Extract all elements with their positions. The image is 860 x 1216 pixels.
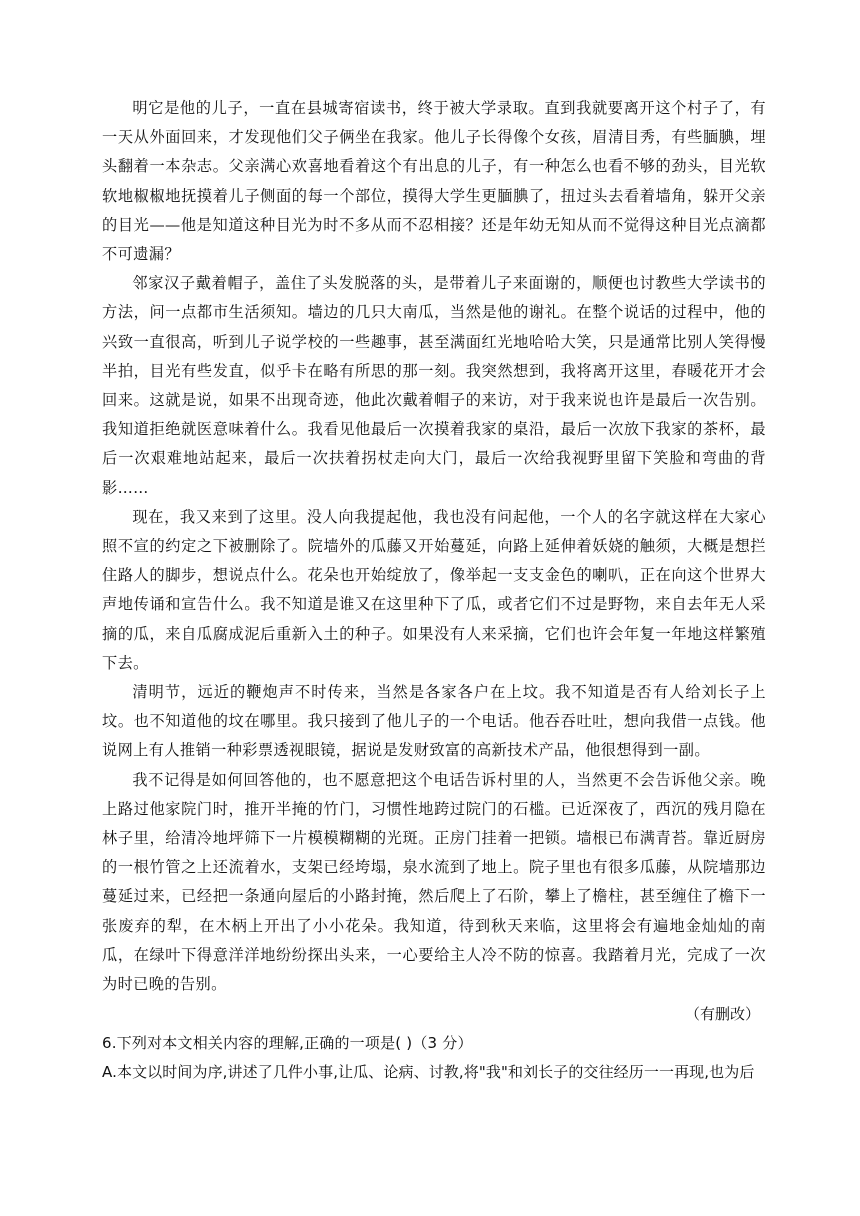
question-block [102,1029,766,1087]
question-stem: 6.下列对本文相关内容的理解,正确的一项是( )（3 分） [102,1034,473,1053]
article-paragraph: 现在，我又来到了这里。没人向我提起他，我也没有问起他，一个人的名字就这样在大家心照不宣的约定之下被删除了。院墙外的瓜藤又开始蔓延，向路上延伸着妖娆的触须，大概是想拦住路人的脚步，想说点什么。花朵也开始绽放了，像举起一支支金色的喇叭，正在向这个世界大声地传诵和宣告什么。我不知道是谁又在这里种下了瓜，或者它们不过是野物，来自去年无人采摘的瓜，来自瓜腐成泥后重新入土的种子。如果没有人来采摘，它们也许会年复一年地这样繁殖下去。 [102,507,766,672]
article-paragraph: 清明节，远近的鞭炮声不时传来，当然是各家各户在上坟。我不知道是否有人给刘长子上坟。也不知道他的坟在哪里。我只接到了他儿子的一个电话。他吞吞吐吐，想向我借一点钱。他说网上有人推销一种彩票透视眼镜，据说是发财致富的高新技术产品，他很想得到一副。 [102,683,766,760]
article-paragraph: 邻家汉子戴着帽子，盖住了头发脱落的头，是带着儿子来面谢的，顺便也讨教些大学读书的方法，问一点都市生活须知。墙边的几只大南瓜，当然是他的谢礼。在整个说话的过程中，他的兴致一直很高，听到儿子说学校的一些趣事，甚至满面红光地哈哈大笑，只是通常比别人笑得慢半拍，目光有些发直，似乎卡在略有所思的那一刻。我突然想到，我将离开这里，春暖花开才会回来。这就是说，如果不出现奇迹，他此次戴着帽子的来访，对于我来说也许是最后一次告别。我知道拒绝就医意味着什么。我看见他最后一次摸着我家的桌沿，最后一次放下我家的茶杯，最后一次艰难地站起来，最后一次扶着拐杖走向大门，最后一次给我视野里留下笑脸和弯曲的背影…… [102,274,766,497]
source-note: （有删改） [684,1005,760,1024]
article-body [102,94,766,1029]
article-paragraph: 我不记得是如何回答他的，也不愿意把这个电话告诉村里的人，当然更不会告诉他父亲。晚上路过他家院门时，推开半掩的竹门，习惯性地跨过院门的石槛。已近深夜了，西沉的残月隐在林子里，给清冷地坪筛下一片模模糊糊的光斑。正房门挂着一把锁。墙根已布满青苔。靠近厨房的一根竹管之上还流着水，支架已经垮塌，泉水流到了地上。院子里也有很多瓜藤，从院墙那边蔓延过来，已经把一条通向屋后的小路封掩，然后爬上了石阶，攀上了檐柱，甚至缠住了檐下一张废弃的犁，在木柄上开出了小小花朵。我知道，待到秋天来临，这里将会有遍地金灿灿的南瓜，在绿叶下得意洋洋地纷纷探出头来，一心要给主人冷不防的惊喜。我踏着月光，完成了一次为时已晚的告别。 [102,770,766,994]
question-option-a: A.本文以时间为序,讲述了几件小事,让瓜、论病、讨教,将"我"和刘长子的交往经历一一再现,也为后 [102,1063,755,1082]
article-paragraph: 明它是他的儿子，一直在县城寄宿读书，终于被大学录取。直到我就要离开这个村子了，有一天从外面回来，才发现他们父子俩坐在我家。他儿子长得像个女孩，眉清目秀，有些腼腆，埋头翻着一本杂志。父亲满心欢喜地看着这个有出息的儿子，有一种怎么也看不够的劲头，目光软软地椒椒地抚摸着儿子侧面的每一个部位，摸得大学生更腼腆了，扭过头去看着墙角，躲开父亲的目光——他是知道这种目光为时不多从而不忍相接？还是年幼无知从而不觉得这种目光点滴都不可遗漏？ [102,99,766,264]
document-page [102,94,766,1087]
